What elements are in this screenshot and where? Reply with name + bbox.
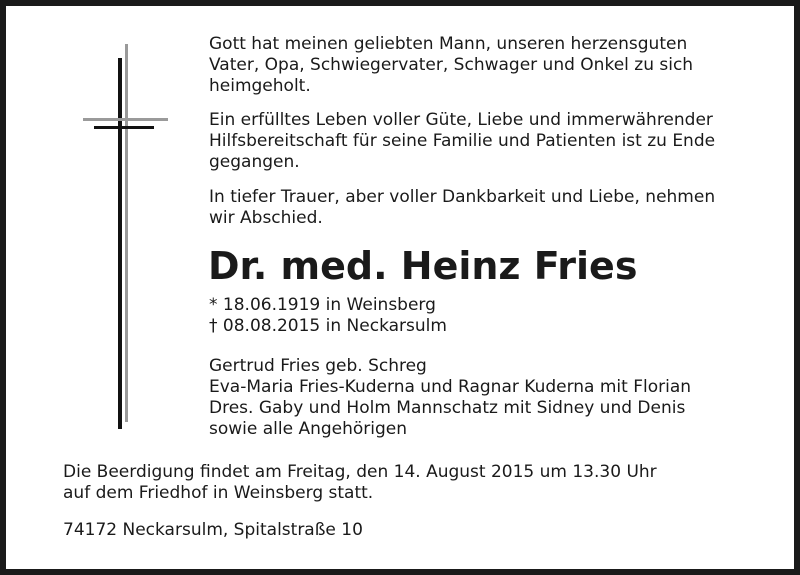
life-dates xyxy=(209,295,447,337)
tribute-line: gegangen. xyxy=(209,152,300,172)
funeral-line: auf dem Friedhof in Weinsberg statt. xyxy=(63,483,374,503)
farewell-line: wir Abschied. xyxy=(209,208,323,228)
mourners-list xyxy=(209,356,691,440)
mourner-line: Gertrud Fries geb. Schreg xyxy=(209,356,427,376)
funeral-line: Die Beerdigung findet am Freitag, den 14. August 2015 um 13.30 Uhr xyxy=(63,462,657,482)
tribute-line: Ein erfülltes Leben voller Güte, Liebe und immerwährender xyxy=(209,110,713,130)
tribute-paragraph xyxy=(209,110,715,173)
cross-vertical-bar xyxy=(118,58,122,429)
funeral-info xyxy=(63,462,657,504)
address: 74172 Neckarsulm, Spitalstraße 10 xyxy=(63,520,363,540)
cross-horizontal-gray-bar xyxy=(83,118,168,121)
intro-line: heimgeholt. xyxy=(209,76,311,96)
intro-line: Vater, Opa, Schwiegervater, Schwager und Onkel zu sich xyxy=(209,55,694,75)
tribute-line: Hilfsbereitschaft für seine Familie und Patienten ist zu Ende xyxy=(209,131,716,151)
intro-paragraph xyxy=(209,34,693,97)
farewell-line: In tiefer Trauer, aber voller Dankbarkeit und Liebe, nehmen xyxy=(209,187,716,207)
mourner-line: Dres. Gaby und Holm Mannschatz mit Sidney und Denis xyxy=(209,398,686,418)
death-date: † 08.08.2015 in Neckarsulm xyxy=(209,316,447,336)
mourner-line: Eva-Maria Fries-Kuderna und Ragnar Kuderna mit Florian xyxy=(209,377,692,397)
cross-vertical-gray-bar xyxy=(125,44,128,422)
intro-line: Gott hat meinen geliebten Mann, unseren herzensguten xyxy=(209,34,688,54)
mourner-line: sowie alle Angehörigen xyxy=(209,419,408,439)
deceased-name: Dr. med. Heinz Fries xyxy=(208,244,638,288)
birth-date: * 18.06.1919 in Weinsberg xyxy=(209,295,436,315)
cross-horizontal-bar xyxy=(94,126,154,129)
farewell-paragraph xyxy=(209,187,715,229)
